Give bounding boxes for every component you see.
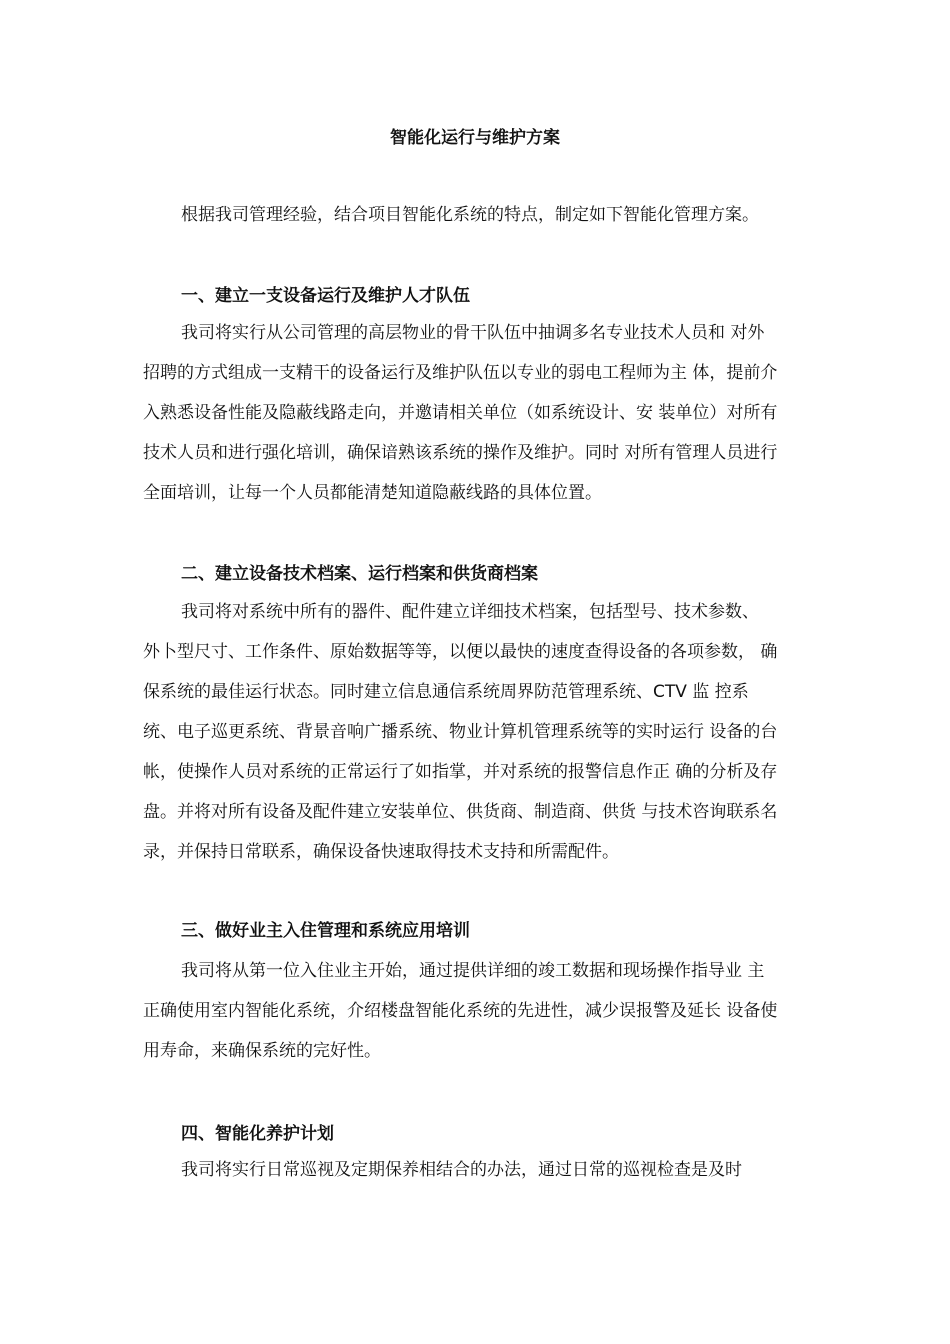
text-line: 外卜型尺寸、工作条件、原始数据等等，以便以最快的速度查得设备的各项参数， 确 (143, 642, 778, 662)
text-line: 统、电子巡更系统、背景音响广播系统、物业计算机管理系统等的实时运行 设备的台 (143, 722, 778, 742)
text-line: 技术人员和进行强化培训，确保谙熟该系统的操作及维护。同时 对所有管理人员进行 (143, 443, 778, 463)
section-3-heading: 三、做好业主入住管理和系统应用培训 (181, 921, 470, 941)
section-1-paragraph (143, 313, 823, 513)
text-line: 正确使用室内智能化系统，介绍楼盘智能化系统的先进性，减少误报警及延长 设备使 (143, 1001, 778, 1021)
section-3-paragraph (143, 951, 823, 1071)
section-4-paragraph (143, 1150, 823, 1190)
text-line: 入熟悉设备性能及隐蔽线路走向，并邀请相关单位（如系统设计、安 装单位）对所有 (143, 403, 778, 423)
text-line: 帐，使操作人员对系统的正常运行了如指掌，并对系统的报警信息作正 确的分析及存 (143, 762, 778, 782)
section-2-paragraph (143, 592, 823, 872)
section-1-heading: 一、建立一支设备运行及维护人才队伍 (181, 286, 470, 306)
text-line: 全面培训，让每一个人员都能清楚知道隐蔽线路的具体位置。 (143, 483, 602, 503)
text-line: 我司将实行日常巡视及定期保养相结合的办法，通过日常的巡视检查是及时 (181, 1160, 742, 1180)
intro-paragraph: 根据我司管理经验，结合项目智能化系统的特点，制定如下智能化管理方案。 (181, 205, 759, 225)
document-title: 智能化运行与维护方案 (390, 128, 560, 148)
section-2-heading: 二、建立设备技术档案、运行档案和供货商档案 (181, 564, 538, 584)
text-line: 我司将从第一位入住业主开始，通过提供详细的竣工数据和现场操作指导业 主 (181, 961, 765, 981)
section-4-heading: 四、智能化养护计划 (181, 1124, 334, 1144)
text-line: 我司将对系统中所有的器件、配件建立详细技术档案，包括型号、技术参数、 (181, 602, 759, 622)
text-line: 保系统的最佳运行状态。同时建立信息通信系统周界防范管理系统、CTV 监 控系 (143, 682, 749, 702)
text-line: 录，并保持日常联系，确保设备快速取得技术支持和所需配件。 (143, 842, 619, 862)
text-line: 用寿命，来确保系统的完好性。 (143, 1041, 381, 1061)
text-line: 招聘的方式组成一支精干的设备运行及维护队伍以专业的弱电工程师为主 体，提前介 (143, 363, 778, 383)
text-line: 我司将实行从公司管理的高层物业的骨干队伍中抽调多名专业技术人员和 对外 (181, 323, 765, 343)
text-line: 盘。并将对所有设备及配件建立安装单位、供货商、制造商、供货 与技术咨询联系名 (143, 802, 778, 822)
